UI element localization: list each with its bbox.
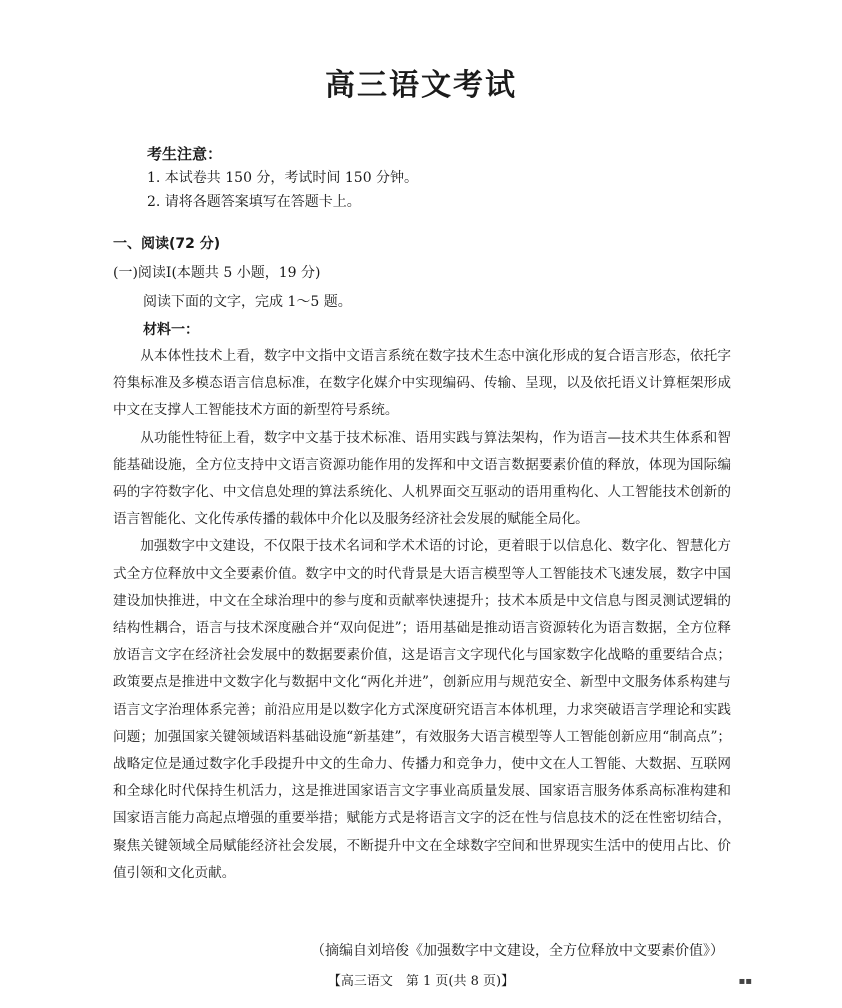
reading-passage [113,343,731,887]
subsection-heading: (一)阅读Ⅰ(本题共 5 小题，19 分) [113,265,321,281]
section-heading: 一、阅读(72 分) [113,236,221,252]
candidate-notice [147,142,418,214]
notice-item: 1. 本试卷共 150 分，考试时间 150 分钟。 [147,170,419,186]
passage-paragraph: 从本体性技术上看，数字中文指中文语言系统在数字技术生态中演化形成的复合语言形态，依托字符集标准及多模态语言信息标准，在数字化媒介中实现编码、传输、呈现，以及依托语义计算框架形成中文在支撑人工智能技术方面的新型符号系统。 [113,348,731,419]
page-footer: 【高三语文 第 1 页(共 8 页)】 [327,974,515,989]
reading-instruction: 阅读下面的文字，完成 1～5 题。 [143,294,352,310]
corner-mark: ▪▪ [738,976,752,987]
source-citation: （摘编自刘培俊《加强数字中文建设，全方位释放中文要素价值》） [311,943,724,959]
passage-paragraph: 从功能性特征上看，数字中文基于技术标准、语用实践与算法架构，作为语言—技术共生体系和智能基础设施，全方位支持中文语言资源功能作用的发挥和中文语言数据要素价值的释放，体现为国际编码的字符数字化、中文信息处理的算法系统化、人机界面交互驱动的语用重构化、人工智能技术创新的语言智能化、文化传承传播的载体中介化以及服务经济社会发展的赋能全局化。 [113,429,731,528]
material-label: 材料一： [143,322,199,338]
passage-paragraph: 加强数字中文建设，不仅限于技术名词和学术术语的讨论，更着眼于以信息化、数字化、智慧化方式全方位释放中文全要素价值。数字中文的时代背景是大语言模型等人工智能技术飞速发展，数字中国建设加快推进，中文在全球治理中的参与度和贡献率快速提升；技术本质是中文信息与图灵测试逻辑的结构性耦合，语言与技术深度融合并“双向促进”；语用基础是推动语言资源转化为语言数据，全方位释放语言文字在经济社会发展中的数据要素价值，这是语言文字现代化与国家数字化战略的重要结合点；政策要点是推进中文数字化与数据中文化“两化并进”，创新应用与规范安全、新型中文服务体系构建与语言文字治理体系完善；前沿应用是以数字化方式深度研究语言本体机理，力求突破语言学理论和实践问题；加强国家关键领域语料基础设施“新基建”，有效服务大语言模型等人工智能创新应用“制高点”；战略定位是通过数字化手段提升中文的生命力、传播力和竞争力，使中文在人工智能、大数据、互联网和全球化时代保持生机活力，这是推进国家语言文字事业高质量发展、国家语言服务体系高标准构建和国家语言能力高起点增强的重要举措；赋能方式是将语言文字的泛在性与信息技术的泛在性密切结合，聚焦关键领域全局赋能经济社会发展，不断提升中文在全球数字空间和世界现实生活中的使用占比、价值引领和文化贡献。 [113,538,731,881]
exam-title: 高三语文考试 [325,68,517,103]
notice-heading: 考生注意： [147,145,223,163]
notice-item: 2. 请将各题答案填写在答题卡上。 [147,194,361,210]
